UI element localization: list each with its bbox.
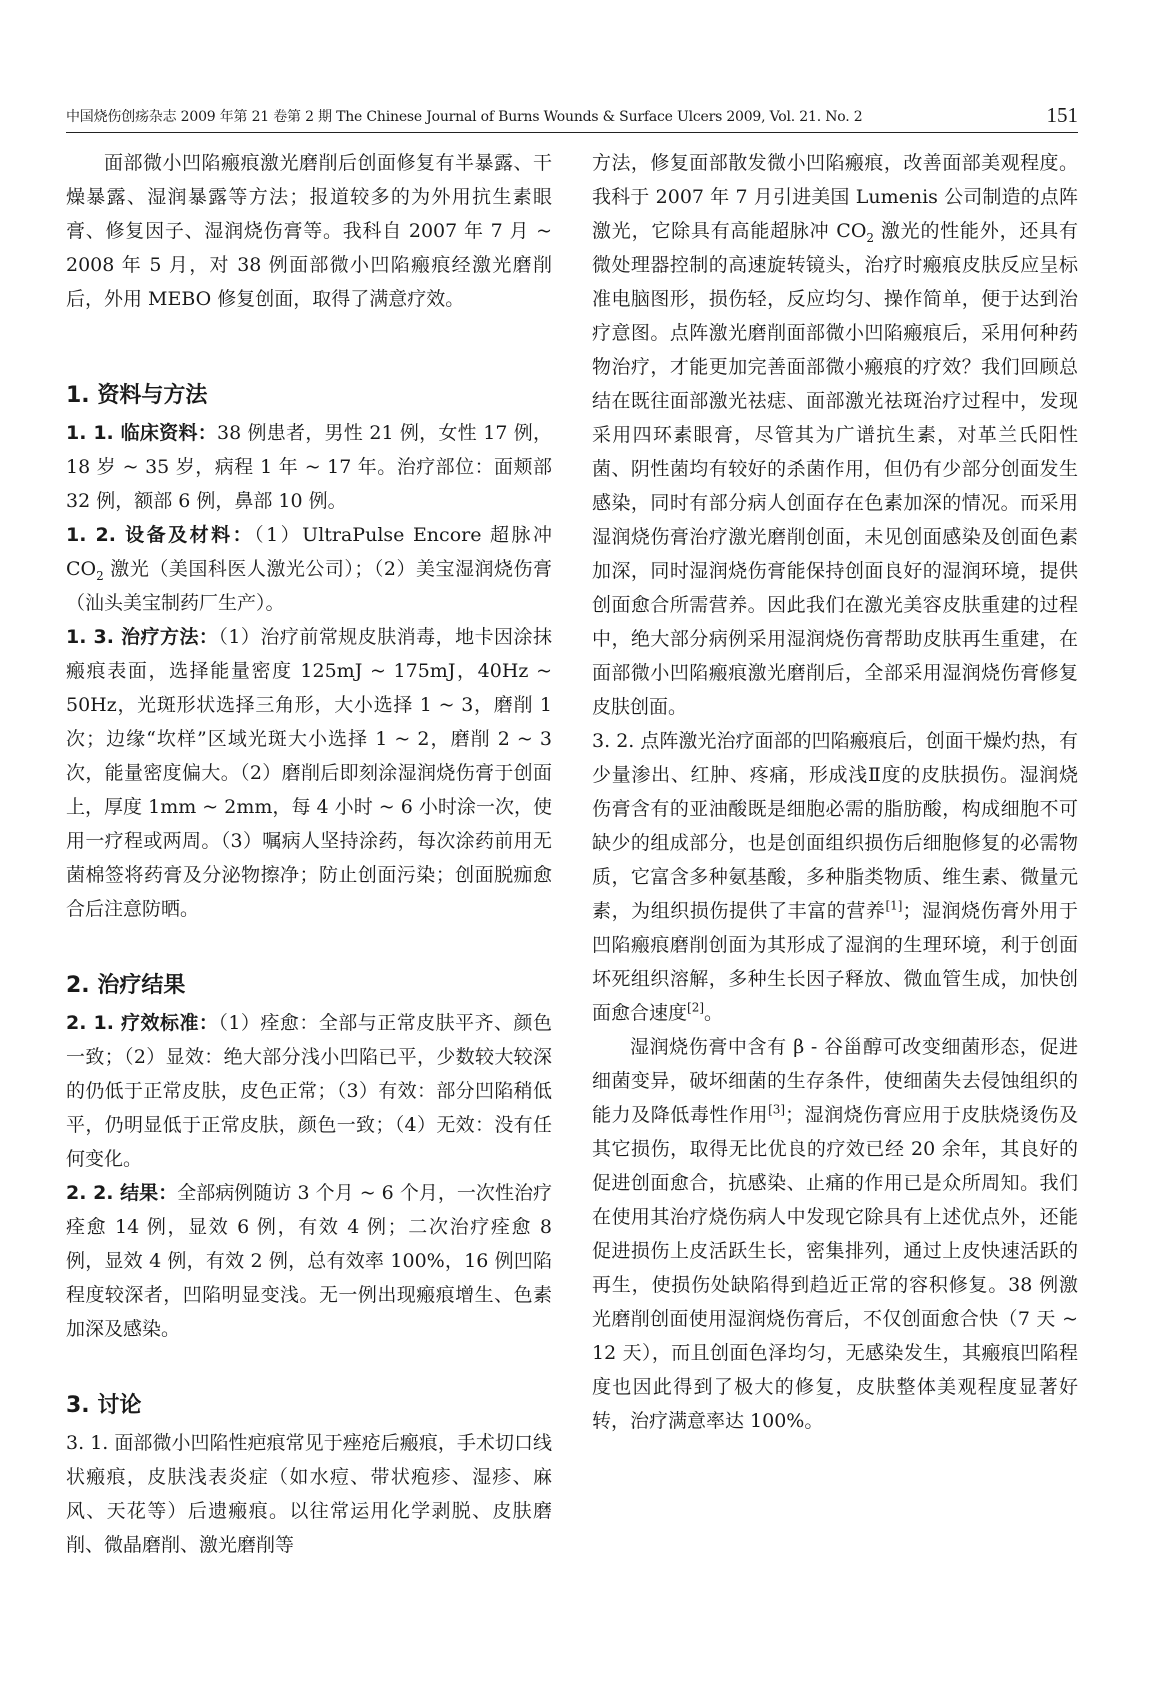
reference-1: [1] — [885, 898, 903, 913]
right-column — [592, 146, 1078, 1438]
section-2-1-label: 2. 1. 疗效标准： — [66, 1012, 219, 1034]
subscript-2: 2 — [96, 568, 104, 583]
continuation-paragraph — [592, 146, 1078, 724]
section-1-3-label: 1. 3. 治疗方法： — [66, 626, 219, 648]
section-2-2-text: 全部病例随访 3 个月 ~ 6 个月，一次性治疗痊愈 14 例，显效 6 例，有效 4 例；二次治疗痊愈 8 例，显效 4 例，有效 2 例，总有效率 100%，16 例凹陷程度较深者，凹陷明显变浅。无一例出现瘢痕增生、色素加深及感染。 — [66, 1182, 553, 1340]
section-3-2-text-a: 3. 2. 点阵激光治疗面部的凹陷瘢痕后，创面干燥灼热，有少量渗出、红肿、疼痛，形成浅Ⅱ度的皮肤损伤。湿润烧伤膏含有的亚油酸既是细胞必需的脂肪酸，构成细胞不可缺少的组成部分，也是创面组织损伤后细胞修复的必需物质，它富含多种氨基酸，多种脂类物质、维生素、微量元素，为组织损伤提供了丰富的营养 — [592, 730, 1078, 922]
spacer — [66, 926, 552, 966]
left-column — [66, 146, 552, 1562]
section-1-3-text: （1）治疗前常规皮肤消毒，地卡因涂抹瘢痕表面，选择能量密度 125mJ ~ 175mJ，40Hz ~ 50Hz，光斑形状选择三角形，大小选择 1 ~ 3，磨削 1 次；边缘“坎样”区域光斑大小选择 1 ~ 2，磨削 2 ~ 3 次，能量密度偏大。（2）磨削后即刻涂湿润烧伤膏于创面上，厚度 1mm ~ 2mm，每 4 小时 ~ 6 小时涂一次，使用一疗程或两周。（3）嘱病人坚持涂药，每次涂药前用无菌棉签将药膏及分泌物擦净；防止创面污染；创面脱痂愈合后注意防晒。 — [66, 626, 552, 920]
section-3-2-text-c: 。 — [704, 1002, 724, 1024]
section-1-3-paragraph — [66, 620, 552, 926]
running-header — [66, 100, 1078, 133]
section-3-2-paragraph — [592, 724, 1078, 1030]
mebo-text-a: 湿润烧伤膏中含有 β - 谷甾醇可改变细菌形态，促进细菌变异，破坏细菌的生存条件，使细菌失去侵蚀组织的能力及降低毒性作用 — [592, 1036, 1078, 1126]
section-2-1-text: （1）痊愈：全部与正常皮肤平齐、颜色一致；（2）显效：绝大部分浅小凹陷已平，少数较大较深的仍低于正常皮肤，皮色正常；（3）有效：部分凹陷稍低平，仍明显低于正常皮肤，颜色一致；（4）无效：没有任何变化。 — [66, 1012, 552, 1170]
spacer — [66, 316, 552, 376]
section-1-heading: 1. 资料与方法 — [66, 383, 208, 408]
continuation-text-b: 激光的性能外，还具有微处理器控制的高速旋转镜头，治疗时瘢痕皮肤反应呈标准电脑图形，损伤轻，反应均匀、操作简单，便于达到治疗意图。点阵激光磨削面部微小凹陷瘢痕后，采用何种药物治疗，才能更加完善面部微小瘢痕的疗效？我们回顾总结在既往面部激光祛痣、面部激光祛斑治疗过程中，发现采用四环素眼膏，尽管其为广谱抗生素，对革兰氏阳性菌、阴性菌均有较好的杀菌作用，但仍有少部分创面发生感染，同时有部分病人创面存在色素加深的情况。而采用湿润烧伤膏治疗激光磨削创面，未见创面感染及创面色素加深，同时湿润烧伤膏能保持创面良好的湿润环境，提供创面愈合所需营养。因此我们在激光美容皮肤重建的过程中，绝大部分病例采用湿润烧伤膏帮助皮肤再生重建，在面部微小凹陷瘢痕激光磨削后，全部采用湿润烧伤膏修复皮肤创面。 — [592, 220, 1078, 718]
mebo-paragraph — [592, 1030, 1078, 1438]
section-1-1-paragraph — [66, 416, 552, 518]
page-number: 151 — [1046, 103, 1078, 127]
section-2-2-label: 2. 2. 结果： — [66, 1182, 178, 1204]
section-2-heading: 2. 治疗结果 — [66, 973, 186, 998]
section-2-1-paragraph — [66, 1006, 552, 1176]
journal-running-title: 中国烧伤创疡杂志 2009 年第 21 卷第 2 期 The Chinese Journal of Burns Wounds & Surface Ulcers 2009, Vol. 21. No. 2 — [66, 109, 863, 125]
section-2-2-paragraph — [66, 1176, 552, 1346]
section-1-2-text-b: 激光（美国科医人激光公司）；（2）美宝湿润烧伤膏（汕头美宝制药厂生产）。 — [66, 558, 552, 614]
subscript-2: 2 — [866, 230, 875, 245]
section-3-2-text-b: ；湿润烧伤膏外用于凹陷瘢痕磨削创面为其形成了湿润的生理环境，利于创面坏死组织溶解，多种生长因子释放、微血管生成，加快创面愈合速度 — [592, 900, 1078, 1024]
reference-2: [2] — [687, 1000, 705, 1015]
continuation-text-a: 方法，修复面部散发微小凹陷瘢痕，改善面部美观程度。我科于 2007 年 7 月引进美国 Lumenis 公司制造的点阵激光，它除具有高能超脉冲 CO — [592, 152, 1078, 242]
section-3-heading: 3. 讨论 — [66, 1393, 142, 1418]
section-1-2-label: 1. 2. 设备及材料： — [66, 524, 255, 546]
intro-paragraph: 面部微小凹陷瘢痕激光磨削后创面修复有半暴露、干燥暴露、湿润暴露等方法；报道较多的为外用抗生素眼膏、修复因子、湿润烧伤膏等。我科自 2007 年 7 月 ~ 2008 年 5 月，对 38 例面部微小凹陷瘢痕经激光磨削后，外用 MEBO 修复创面，取得了满意疗效。 — [66, 152, 552, 310]
reference-3: [3] — [768, 1102, 786, 1117]
section-1-2-text-a: （1）UltraPulse Encore 超脉冲 CO — [66, 524, 552, 580]
spacer — [66, 1346, 552, 1386]
section-1-1-text: 38 例患者，男性 21 例，女性 17 例，18 岁 ~ 35 岁，病程 1 年 ~ 17 年。治疗部位：面颊部 32 例，额部 6 例，鼻部 10 例。 — [66, 422, 552, 512]
section-1-2-paragraph — [66, 518, 552, 620]
mebo-text-b: ；湿润烧伤膏应用于皮肤烧烫伤及其它损伤，取得无比优良的疗效已经 20 余年，其良好的促进创面愈合，抗感染、止痛的作用已是众所周知。我们在使用其治疗烧伤病人中发现它除具有上述优点外，还能促进损伤上皮活跃生长，密集排列，通过上皮快速活跃的再生，使损伤处缺陷得到趋近正常的容积修复。38 例激光磨削创面使用湿润烧伤膏后，不仅创面愈合快（7 天 ~ 12 天），而且创面色泽均匀，无感染发生，其瘢痕凹陷程度也因此得到了极大的修复，皮肤整体美观程度显著好转，治疗满意率达 100%。 — [592, 1104, 1078, 1432]
section-1-1-label: 1. 1. 临床资料： — [66, 422, 217, 444]
section-3-1-paragraph: 3. 1. 面部微小凹陷性疤痕常见于痤疮后瘢痕，手术切口线状瘢痕，皮肤浅表炎症（如水痘、带状疱疹、湿疹、麻风、天花等）后遗瘢痕。以往常运用化学剥脱、皮肤磨削、微晶磨削、激光磨削等 — [66, 1432, 552, 1556]
